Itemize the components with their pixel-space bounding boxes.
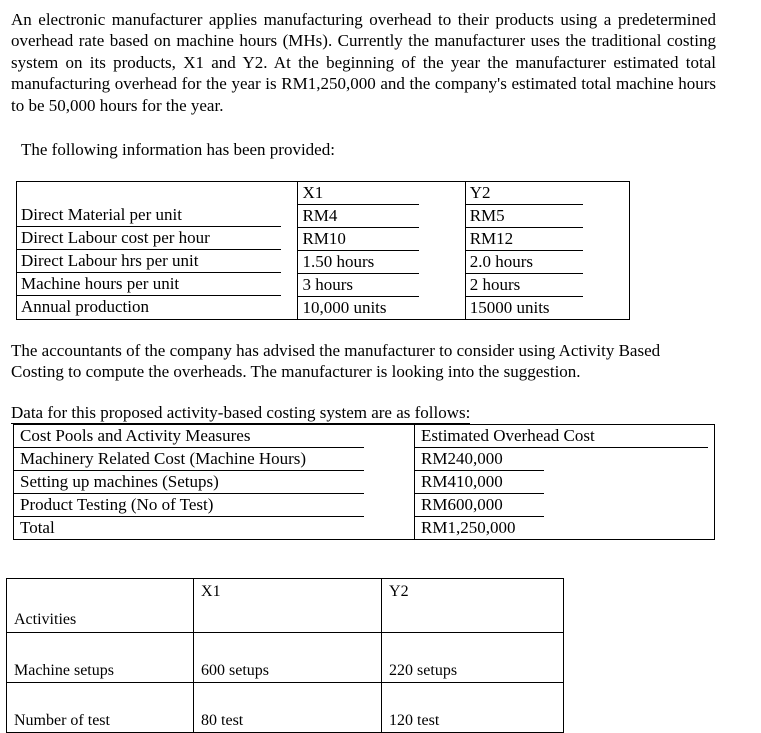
activity-table — [6, 578, 564, 733]
product-info-table — [16, 181, 630, 320]
y2-value: 15000 units — [469, 298, 550, 317]
x1-header: X1 — [194, 579, 382, 633]
row-label: Annual production — [21, 297, 149, 316]
intro-paragraph: An electronic manufacturer applies manufacturing overhead to their products using a predetermined overhead rate based on machine hours (MHs). Currently the manufacturer uses the traditional costing system on its products, X1 and Y2. At the beginning of the year the manufacturer estimated total manufacturing overhead for the year is RM1,250,000 and the company's estimated total machine hours to be 50,000 hours for the year. — [11, 10, 716, 115]
cost-pool-label: Product Testing (No of Test) — [14, 494, 364, 517]
y2-value: 220 setups — [382, 633, 564, 683]
table-row — [7, 633, 564, 683]
cost-pool-label: Total — [20, 518, 55, 537]
y2-value: 120 test — [382, 683, 564, 733]
x1-column-cell — [298, 182, 465, 320]
x1-header: X1 — [298, 182, 418, 205]
abc-intro-text: Data for this proposed activity-based costing system are as follows: — [11, 403, 471, 422]
row-label: Direct Labour cost per hour — [17, 227, 281, 250]
table-row — [7, 683, 564, 733]
overhead-cost-value: RM410,000 — [415, 471, 544, 494]
advise-paragraph: The accountants of the company has advised the manufacturer to consider using Activity Based Costing to compute the overheads. The manufacturer is looking into the suggestion. — [11, 341, 661, 381]
cost-pools-cell — [14, 425, 415, 540]
table-row — [7, 579, 564, 633]
cost-pool-label: Setting up machines (Setups) — [14, 471, 364, 494]
table-row — [17, 182, 630, 320]
row-label: Direct Labour hrs per unit — [17, 250, 281, 273]
y2-header: Y2 — [466, 182, 583, 205]
cost-pool-table — [13, 424, 715, 540]
activity-label: Number of test — [7, 683, 194, 733]
x1-value: 3 hours — [298, 274, 418, 297]
x1-value: RM4 — [298, 205, 418, 228]
row-label: Machine hours per unit — [17, 273, 281, 296]
x1-value: RM10 — [298, 228, 418, 251]
overhead-cost-value: RM1,250,000 — [420, 518, 516, 537]
overhead-cost-value: RM600,000 — [415, 494, 544, 517]
activity-label: Machine setups — [7, 633, 194, 683]
y2-value: RM12 — [466, 228, 583, 251]
x1-value: 600 setups — [194, 633, 382, 683]
row-label-blank — [21, 182, 293, 204]
overhead-cost-header: Estimated Overhead Cost — [415, 425, 708, 448]
provided-label: The following information has been provided: — [21, 140, 335, 159]
cost-pool-label: Machinery Related Cost (Machine Hours) — [14, 448, 364, 471]
activities-header: Activities — [7, 579, 194, 633]
y2-column-cell — [465, 182, 629, 320]
y2-header: Y2 — [382, 579, 564, 633]
x1-value: 10,000 units — [302, 298, 387, 317]
x1-value: 80 test — [194, 683, 382, 733]
y2-value: 2 hours — [466, 274, 583, 297]
cost-pool-header: Cost Pools and Activity Measures — [14, 425, 364, 448]
row-label: Direct Material per unit — [17, 204, 281, 227]
x1-value: 1.50 hours — [298, 251, 418, 274]
overhead-cost-cell — [414, 425, 714, 540]
y2-value: 2.0 hours — [466, 251, 583, 274]
table-row — [14, 425, 715, 540]
overhead-cost-value: RM240,000 — [415, 448, 544, 471]
product-labels-cell — [17, 182, 298, 320]
y2-value: RM5 — [466, 205, 583, 228]
